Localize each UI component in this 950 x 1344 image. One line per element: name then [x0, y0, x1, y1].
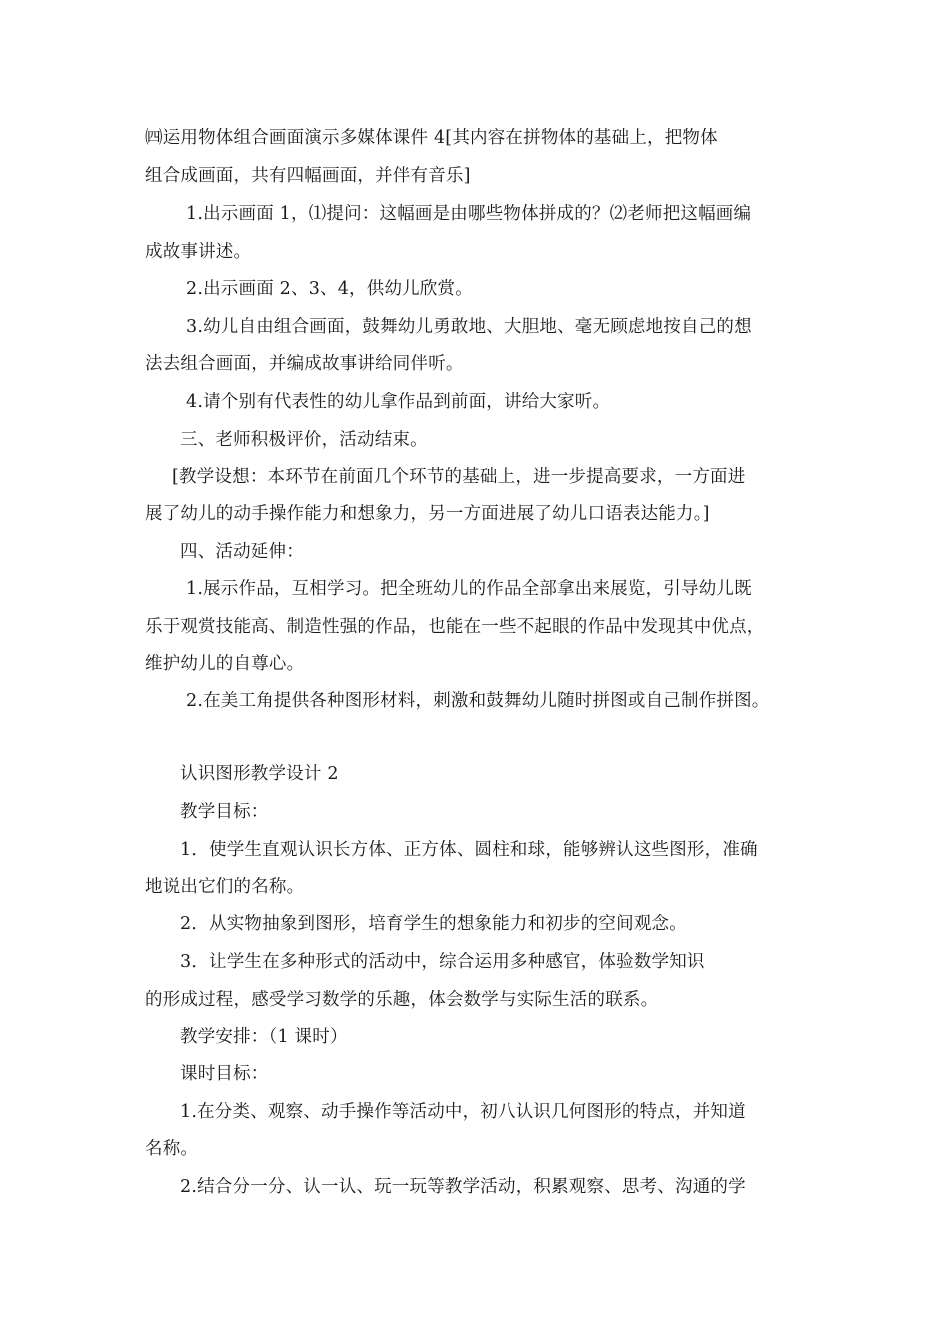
paragraph-line: 组合成画面，共有四幅画面，并伴有音乐] — [145, 166, 471, 186]
paragraph-line: 1.出示画面 1，⑴提问：这幅画是由哪些物体拼成的？⑵老师把这幅画编 — [186, 204, 752, 224]
paragraph-line: 1.展示作品，互相学习。把全班幼儿的作品全部拿出来展览，引导幼儿既 — [186, 579, 752, 599]
paragraph-line: 3.幼儿自由组合画面，鼓舞幼儿勇敢地、大胆地、毫无顾虑地按自己的想 — [186, 317, 752, 337]
paragraph-line: 2.出示画面 2、3、4，供幼儿欣赏。 — [186, 279, 473, 299]
paragraph-line: 3．让学生在多种形式的活动中，综合运用多种感官，体验数学知识 — [180, 952, 705, 972]
paragraph-line: 4.请个别有代表性的幼儿拿作品到前面，讲给大家听。 — [186, 392, 611, 412]
paragraph-line: 2.在美工角提供各种图形材料，刺激和鼓舞幼儿随时拼图或自己制作拼图。 — [186, 691, 770, 711]
paragraph-line: [教学设想：本环节在前面几个环节的基础上，进一步提高要求，一方面进 — [172, 467, 746, 487]
paragraph-line: 展了幼儿的动手操作能力和想象力，另一方面进展了幼儿口语表达能力。] — [145, 504, 710, 524]
section-heading: 三、老师积极评价，活动结束。 — [180, 430, 428, 450]
section-heading: 课时目标： — [180, 1064, 269, 1084]
paragraph-line: 名称。 — [145, 1139, 199, 1159]
section-heading: 教学安排：（1 课时） — [180, 1027, 348, 1047]
section-heading: 四、活动延伸： — [180, 542, 304, 562]
paragraph-line: 2.结合分一分、认一认、玩一玩等教学活动，积累观察、思考、沟通的学 — [180, 1177, 746, 1197]
paragraph-line: 地说出它们的名称。 — [145, 877, 305, 897]
paragraph-line: 1．使学生直观认识长方体、正方体、圆柱和球，能够辨认这些图形，准确 — [180, 840, 758, 860]
paragraph-line: 维护幼儿的自尊心。 — [145, 654, 305, 674]
document-title: 认识图形教学设计 2 — [180, 764, 339, 784]
paragraph-line: 成故事讲述。 — [145, 242, 252, 262]
paragraph-line: 1.在分类、观察、动手操作等活动中，初八认识几何图形的特点，并知道 — [180, 1102, 746, 1122]
paragraph-line: ㈣运用物体组合画面演示多媒体课件 4[其内容在拼物体的基础上，把物体 — [145, 128, 718, 148]
paragraph-line: 的形成过程，感受学习数学的乐趣，体会数学与实际生活的联系。 — [145, 990, 659, 1010]
section-heading: 教学目标： — [180, 802, 269, 822]
paragraph-line: 2．从实物抽象到图形，培育学生的想象能力和初步的空间观念。 — [180, 914, 687, 934]
paragraph-line: 乐于观赏技能高、制造性强的作品，也能在一些不起眼的作品中发现其中优点， — [145, 617, 765, 637]
paragraph-line: 法去组合画面，并编成故事讲给同伴听。 — [145, 354, 464, 374]
